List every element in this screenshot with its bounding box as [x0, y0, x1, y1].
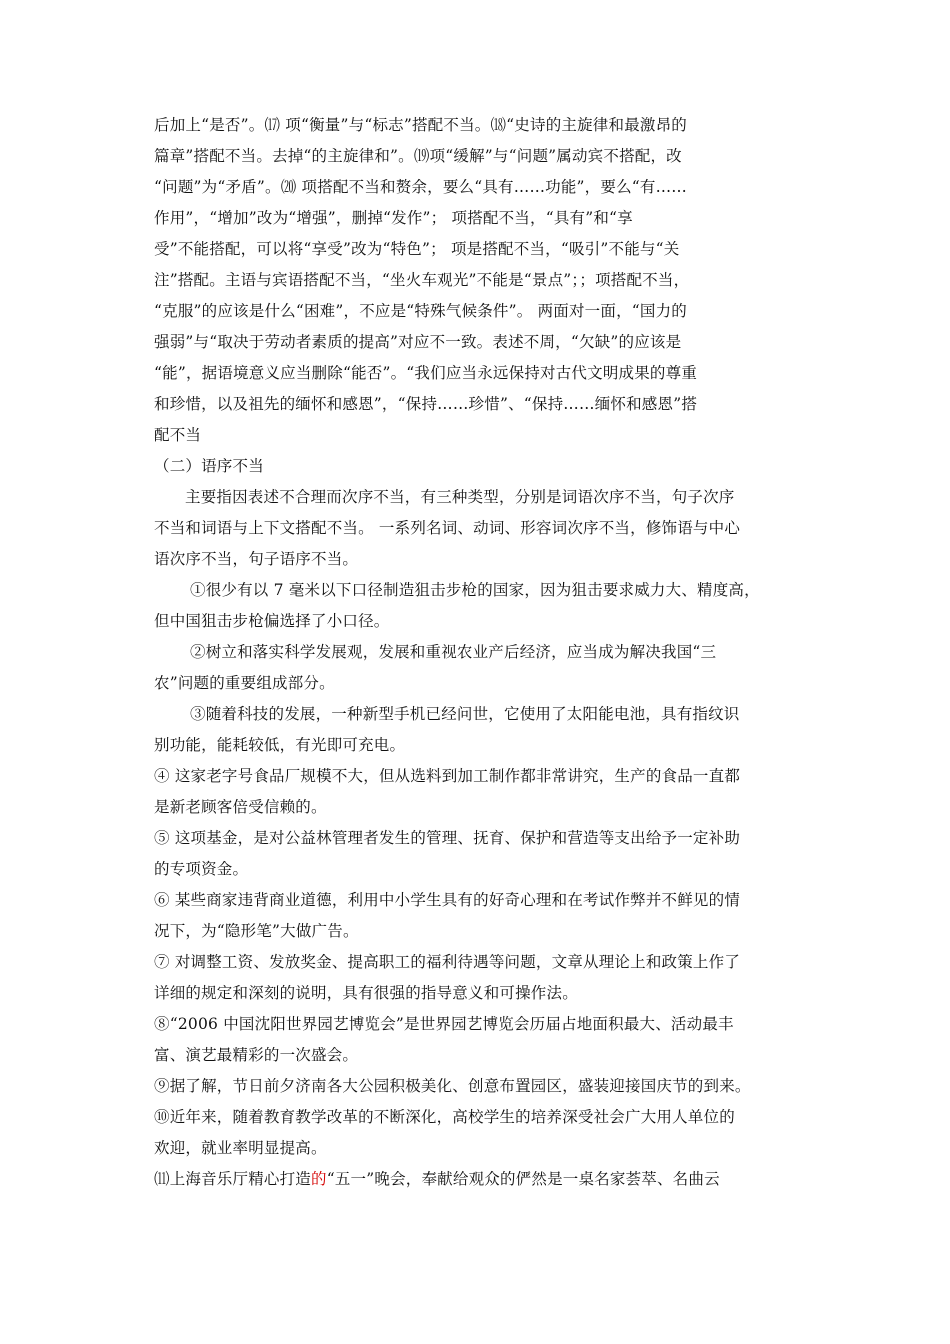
text-line: ⑤ 这项基金，是对公益林管理者发生的管理、抚育、保护和营造等支出给予一定补助: [154, 829, 741, 847]
text-line: ③随着科技的发展，一种新型手机已经问世，它使用了太阳能电池，具有指纹识: [190, 705, 740, 723]
example-item-10: [154, 1102, 799, 1164]
example-item-6: [154, 885, 799, 947]
text-line: 富、演艺最精彩的一次盛会。: [154, 1046, 359, 1064]
text-line: 详细的规定和深刻的说明，具有很强的指导意义和可操作法。: [154, 984, 578, 1002]
text-line: 受”不能搭配，可以将“享受”改为“特色”； 项是搭配不当，“吸引”不能与“关: [154, 240, 680, 258]
section-heading: （二）语序不当: [154, 457, 264, 475]
text-line: 强弱”与“取决于劳动者素质的提高”对应不一致。表述不周，“欠缺”的应该是: [154, 333, 682, 351]
answer-paragraph: [154, 110, 799, 451]
highlighted-word: 的: [311, 1170, 327, 1188]
text-line: ⑨据了解，节日前夕济南各大公园积极美化、创意布置园区，盛装迎接国庆节的到来。: [154, 1077, 751, 1095]
example-item-8: [154, 1009, 799, 1071]
text-line: 欢迎，就业率明显提高。: [154, 1139, 327, 1157]
text-line: 但中国狙击步枪偏选择了小口径。: [154, 612, 390, 630]
text-line: “问题”为“矛盾”。⒇ 项搭配不当和赘余，要么“具有……功能”，要么“有……: [154, 178, 687, 196]
text-line: ⑥ 某些商家违背商业道德，利用中小学生具有的好奇心理和在考试作弊并不鲜见的情: [154, 891, 741, 909]
text-line: 配不当: [154, 426, 202, 444]
text-line: 主要指因表述不合理而次序不当，有三种类型，分别是词语次序不当，句子次序: [185, 488, 735, 506]
example-item-11: [154, 1164, 799, 1195]
document-page: [154, 110, 799, 1195]
text-line: “能”，据语境意义应当删除“能否”。“我们应当永远保持对古代文明成果的尊重: [154, 364, 698, 382]
text-line: 和珍惜，以及祖先的缅怀和感恩”，“保持……珍惜”、“保持……缅怀和感恩”搭: [154, 395, 698, 413]
text-segment: ⑾上海音乐厅精心打造: [154, 1170, 312, 1188]
text-line: ⑧“2006 中国沈阳世界园艺博览会”是世界园艺博览会历届占地面积最大、活动最丰: [154, 1015, 734, 1033]
text-line: ①很少有以 7 毫米以下口径制造狙击步枪的国家，因为狙击要求威力大、精度高，: [190, 581, 760, 599]
text-line: 况下，为“隐形笔”大做广告。: [154, 922, 359, 940]
text-line: ⑦ 对调整工资、发放奖金、提高职工的福利待遇等问题，文章从理论上和政策上作了: [154, 953, 741, 971]
example-item-3: [154, 699, 799, 761]
example-item-1: [154, 575, 799, 637]
example-item-5: [154, 823, 799, 885]
text-line: 语次序不当，句子语序不当。: [154, 550, 359, 568]
text-line: 是新老顾客倍受信赖的。: [154, 798, 327, 816]
example-item-9: [154, 1071, 799, 1102]
intro-paragraph: [154, 482, 799, 575]
text-line: 后加上“是否”。⒄ 项“衡量”与“标志”搭配不当。⒅“史诗的主旋律和最激昂的: [154, 116, 687, 134]
text-line: 不当和词语与上下文搭配不当。 一系列名词、动词、形容词次序不当，修饰语与中心: [154, 519, 741, 537]
example-item-7: [154, 947, 799, 1009]
text-line: ⑩近年来，随着教育教学改革的不断深化，高校学生的培养深受社会广大用人单位的: [154, 1108, 735, 1126]
text-line: 作用”，“增加”改为“增强”，删掉“发作”； 项搭配不当，“具有”和“享: [154, 209, 633, 227]
example-item-2: [154, 637, 799, 699]
text-line: “克服”的应该是什么“困难”，不应是“特殊气候条件”。 两面对一面，“国力的: [154, 302, 687, 320]
text-segment: “五一”晚会，奉献给观众的俨然是一桌名家荟萃、名曲云: [326, 1170, 720, 1188]
text-line: ②树立和落实科学发展观，发展和重视农业产后经济，应当成为解决我国“三: [190, 643, 717, 661]
text-line: ④ 这家老字号食品厂规模不大，但从选料到加工制作都非常讲究，生产的食品一直都: [154, 767, 741, 785]
text-line: 别功能，能耗较低，有光即可充电。: [154, 736, 406, 754]
example-item-4: [154, 761, 799, 823]
text-line: 的专项资金。: [154, 860, 249, 878]
text-line: [154, 1164, 799, 1195]
text-line: 农”问题的重要组成部分。: [154, 674, 335, 692]
text-line: 注”搭配。主语与宾语搭配不当，“坐火车观光”不能是“景点”；；项搭配不当，: [154, 271, 690, 289]
text-line: 篇章”搭配不当。去掉“的主旋律和”。⒆项“缓解”与“问题”属动宾不搭配，改: [154, 147, 682, 165]
